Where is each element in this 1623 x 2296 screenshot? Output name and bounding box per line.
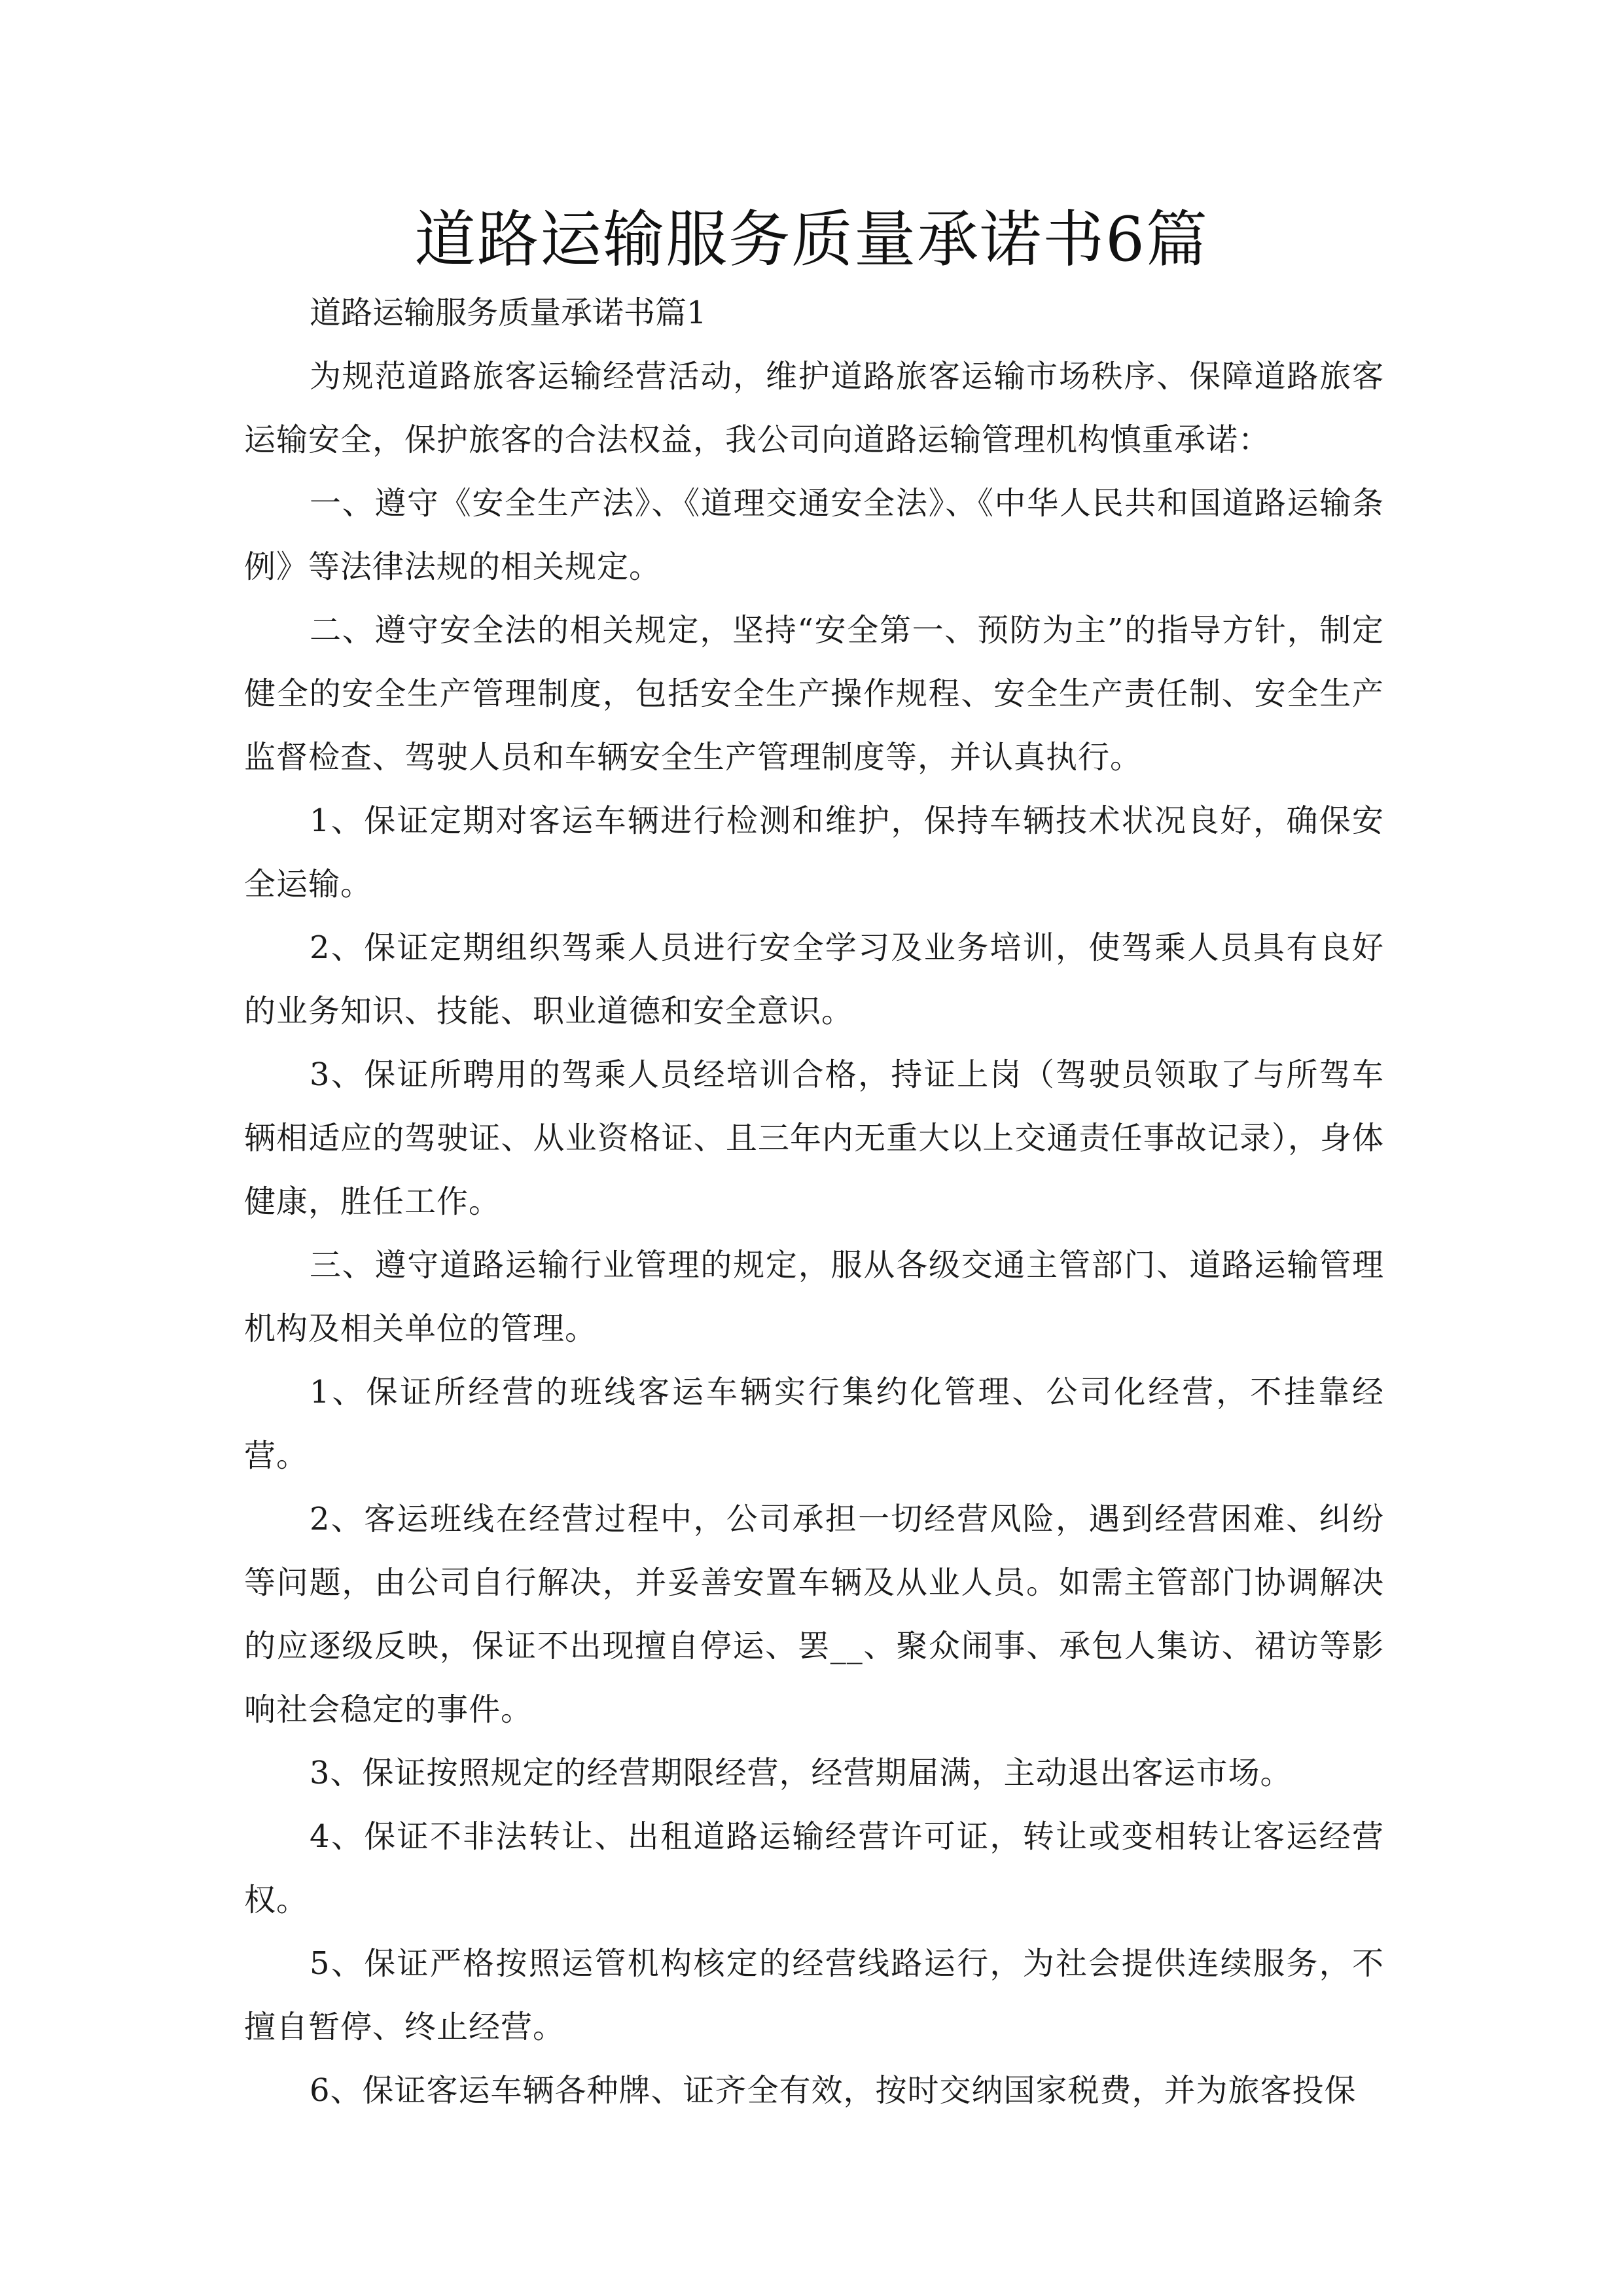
paragraph-item-2-3: 3、保证所聘用的驾乘人员经培训合格，持证上岗（驾驶员领取了与所驾车辆相适应的驾驶证、从业资格证、且三年内无重大以上交通责任事故记录），身体健康，胜任工作。 (244, 1056, 1384, 1220)
paragraph-item-3-6: 6、保证客运车辆各种牌、证齐全有效，按时交纳国家税费，并为旅客投保 (310, 2072, 1357, 2109)
paragraph-item-3-4: 4、保证不非法转让、出租道路运输经营许可证，转让或变相转让客运经营权。 (244, 1818, 1384, 1918)
paragraph-item-2-1: 1、保证定期对客运车辆进行检测和维护，保持车辆技术状况良好，确保安全运输。 (244, 802, 1384, 903)
paragraph-item-2: 二、遵守安全法的相关规定，坚持“安全第一、预防为主”的指导方针，制定健全的安全生产管理制度，包括安全生产操作规程、安全生产责任制、安全生产监督检查、驾驶人员和车辆安全生产管理制度等，并认真执行。 (244, 612, 1384, 776)
paragraph-item-3: 三、遵守道路运输行业管理的规定，服从各级交通主管部门、道路运输管理机构及相关单位的管理。 (244, 1247, 1384, 1347)
paragraph-item-3-1: 1、保证所经营的班线客运车辆实行集约化管理、公司化经营，不挂靠经营。 (244, 1374, 1384, 1474)
paragraph-item-1: 一、遵守《安全生产法》、《道理交通安全法》、《中华人民共和国道路运输条例》等法律法规的相关规定。 (244, 485, 1384, 585)
paragraph-item-2-2: 2、保证定期组织驾乘人员进行安全学习及业务培训，使驾乘人员具有良好的业务知识、技能、职业道德和安全意识。 (244, 929, 1384, 1030)
document-title: 道路运输服务质量承诺书6篇 (414, 204, 1209, 276)
document-body (244, 281, 1384, 2123)
section-heading: 道路运输服务质量承诺书篇1 (310, 295, 707, 331)
paragraph-item-3-2: 2、客运班线在经营过程中，公司承担一切经营风险，遇到经营困难、纠纷等问题，由公司自行解决，并妥善安置车辆及从业人员。如需主管部门协调解决的应逐级反映，保证不出现擅自停运、罢__、聚众闹事、承包人集访、裙访等影响社会稳定的事件。 (244, 1501, 1384, 1728)
paragraph-item-3-3: 3、保证按照规定的经营期限经营，经营期届满，主动退出客运市场。 (310, 1755, 1293, 1791)
paragraph-item-3-5: 5、保证严格按照运管机构核定的经营线路运行，为社会提供连续服务，不擅自暂停、终止经营。 (244, 1945, 1384, 2045)
paragraph-intro: 为规范道路旅客运输经营活动，维护道路旅客运输市场秩序、保障道路旅客运输安全，保护旅客的合法权益，我公司向道路运输管理机构慎重承诺： (244, 358, 1384, 458)
